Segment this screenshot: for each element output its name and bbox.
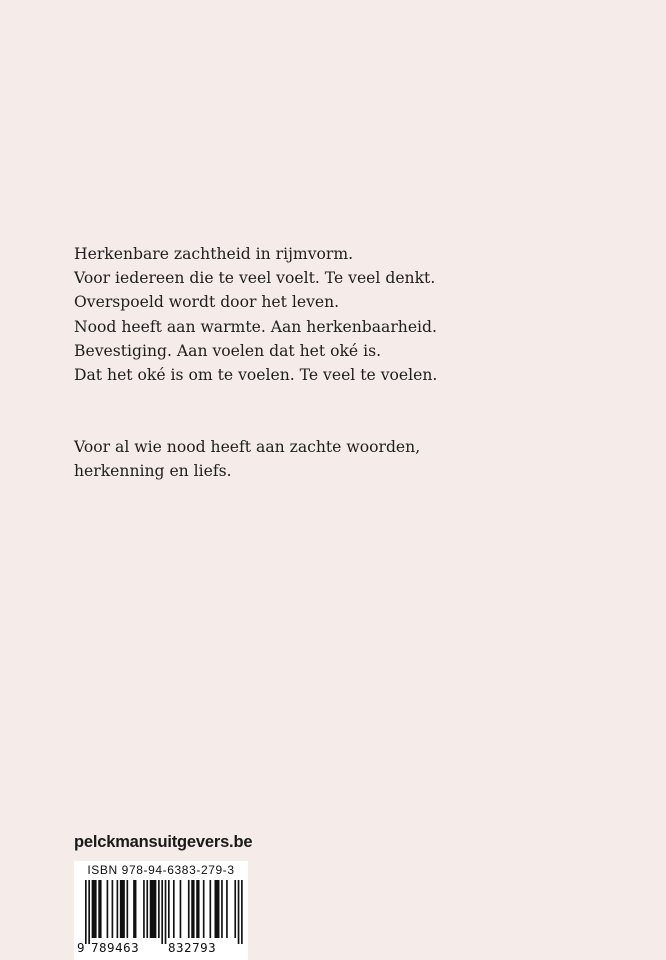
barcode-bar	[203, 880, 205, 938]
barcode-bar	[98, 880, 101, 938]
barcode-bar	[221, 880, 223, 938]
barcode-bar	[107, 880, 109, 938]
barcode-guard-bar	[85, 880, 87, 944]
blurb-line: Nood heeft aan warmte. Aan herkenbaarheid.	[74, 317, 437, 336]
blurb-line: Voor iedereen die te veel voelt. Te veel denkt.	[74, 269, 436, 288]
barcode-bar	[191, 880, 194, 938]
barcode-bar	[196, 880, 199, 938]
barcode-guard-bar	[88, 880, 90, 944]
barcode-bar	[234, 880, 236, 938]
blurb-text	[74, 242, 634, 484]
blurb-line: Overspoeld wordt door het leven.	[74, 293, 340, 312]
barcode-bar	[214, 880, 219, 938]
barcode-bar	[210, 880, 212, 938]
barcode-bar	[143, 880, 145, 938]
barcode-bar	[92, 880, 97, 938]
barcode-bars	[74, 880, 248, 944]
barcode-bar	[127, 880, 129, 938]
barcode-bar	[173, 880, 175, 938]
blurb-line: Herkenbare zachtheid in rijmvorm.	[74, 245, 354, 263]
isbn-label: ISBN 978-94-6383-279-3	[87, 863, 235, 877]
barcode-bar	[150, 880, 157, 938]
blurb-paragraph-2	[74, 435, 634, 483]
blurb-line: Bevestiging. Aan voelen dat het oké is.	[74, 341, 382, 360]
barcode-right-digits: 832793	[168, 940, 217, 955]
blurb-line: Voor al wie nood heeft aan zachte woorden,	[74, 438, 421, 457]
barcode-bar	[120, 880, 125, 938]
barcode-guard-bar	[238, 880, 240, 944]
isbn-barcode	[74, 861, 248, 960]
blurb-line: Dat het oké is om te voelen. Te veel te voelen.	[74, 366, 438, 385]
barcode-bar	[117, 880, 119, 938]
barcode-bar	[226, 880, 228, 938]
barcode-digits	[74, 940, 248, 958]
barcode-guard-bar	[241, 880, 243, 944]
barcode-lead-digit: 9	[77, 940, 85, 955]
barcode-bar	[168, 880, 170, 938]
barcode-left-digits: 789463	[91, 940, 140, 955]
publisher-website: pelckmansuitgevers.be	[74, 833, 253, 851]
barcode-bar	[180, 880, 182, 938]
blurb-line: herkenning en liefs.	[74, 462, 232, 481]
barcode-bar	[146, 880, 148, 938]
barcode-guard-bar	[165, 880, 167, 944]
barcode-bar	[188, 880, 190, 938]
barcode-bar	[133, 880, 136, 938]
barcode-guard-bar	[161, 880, 163, 944]
barcode-bar	[158, 880, 160, 938]
blurb-paragraph-1	[74, 242, 634, 387]
barcode-bar	[112, 880, 114, 938]
